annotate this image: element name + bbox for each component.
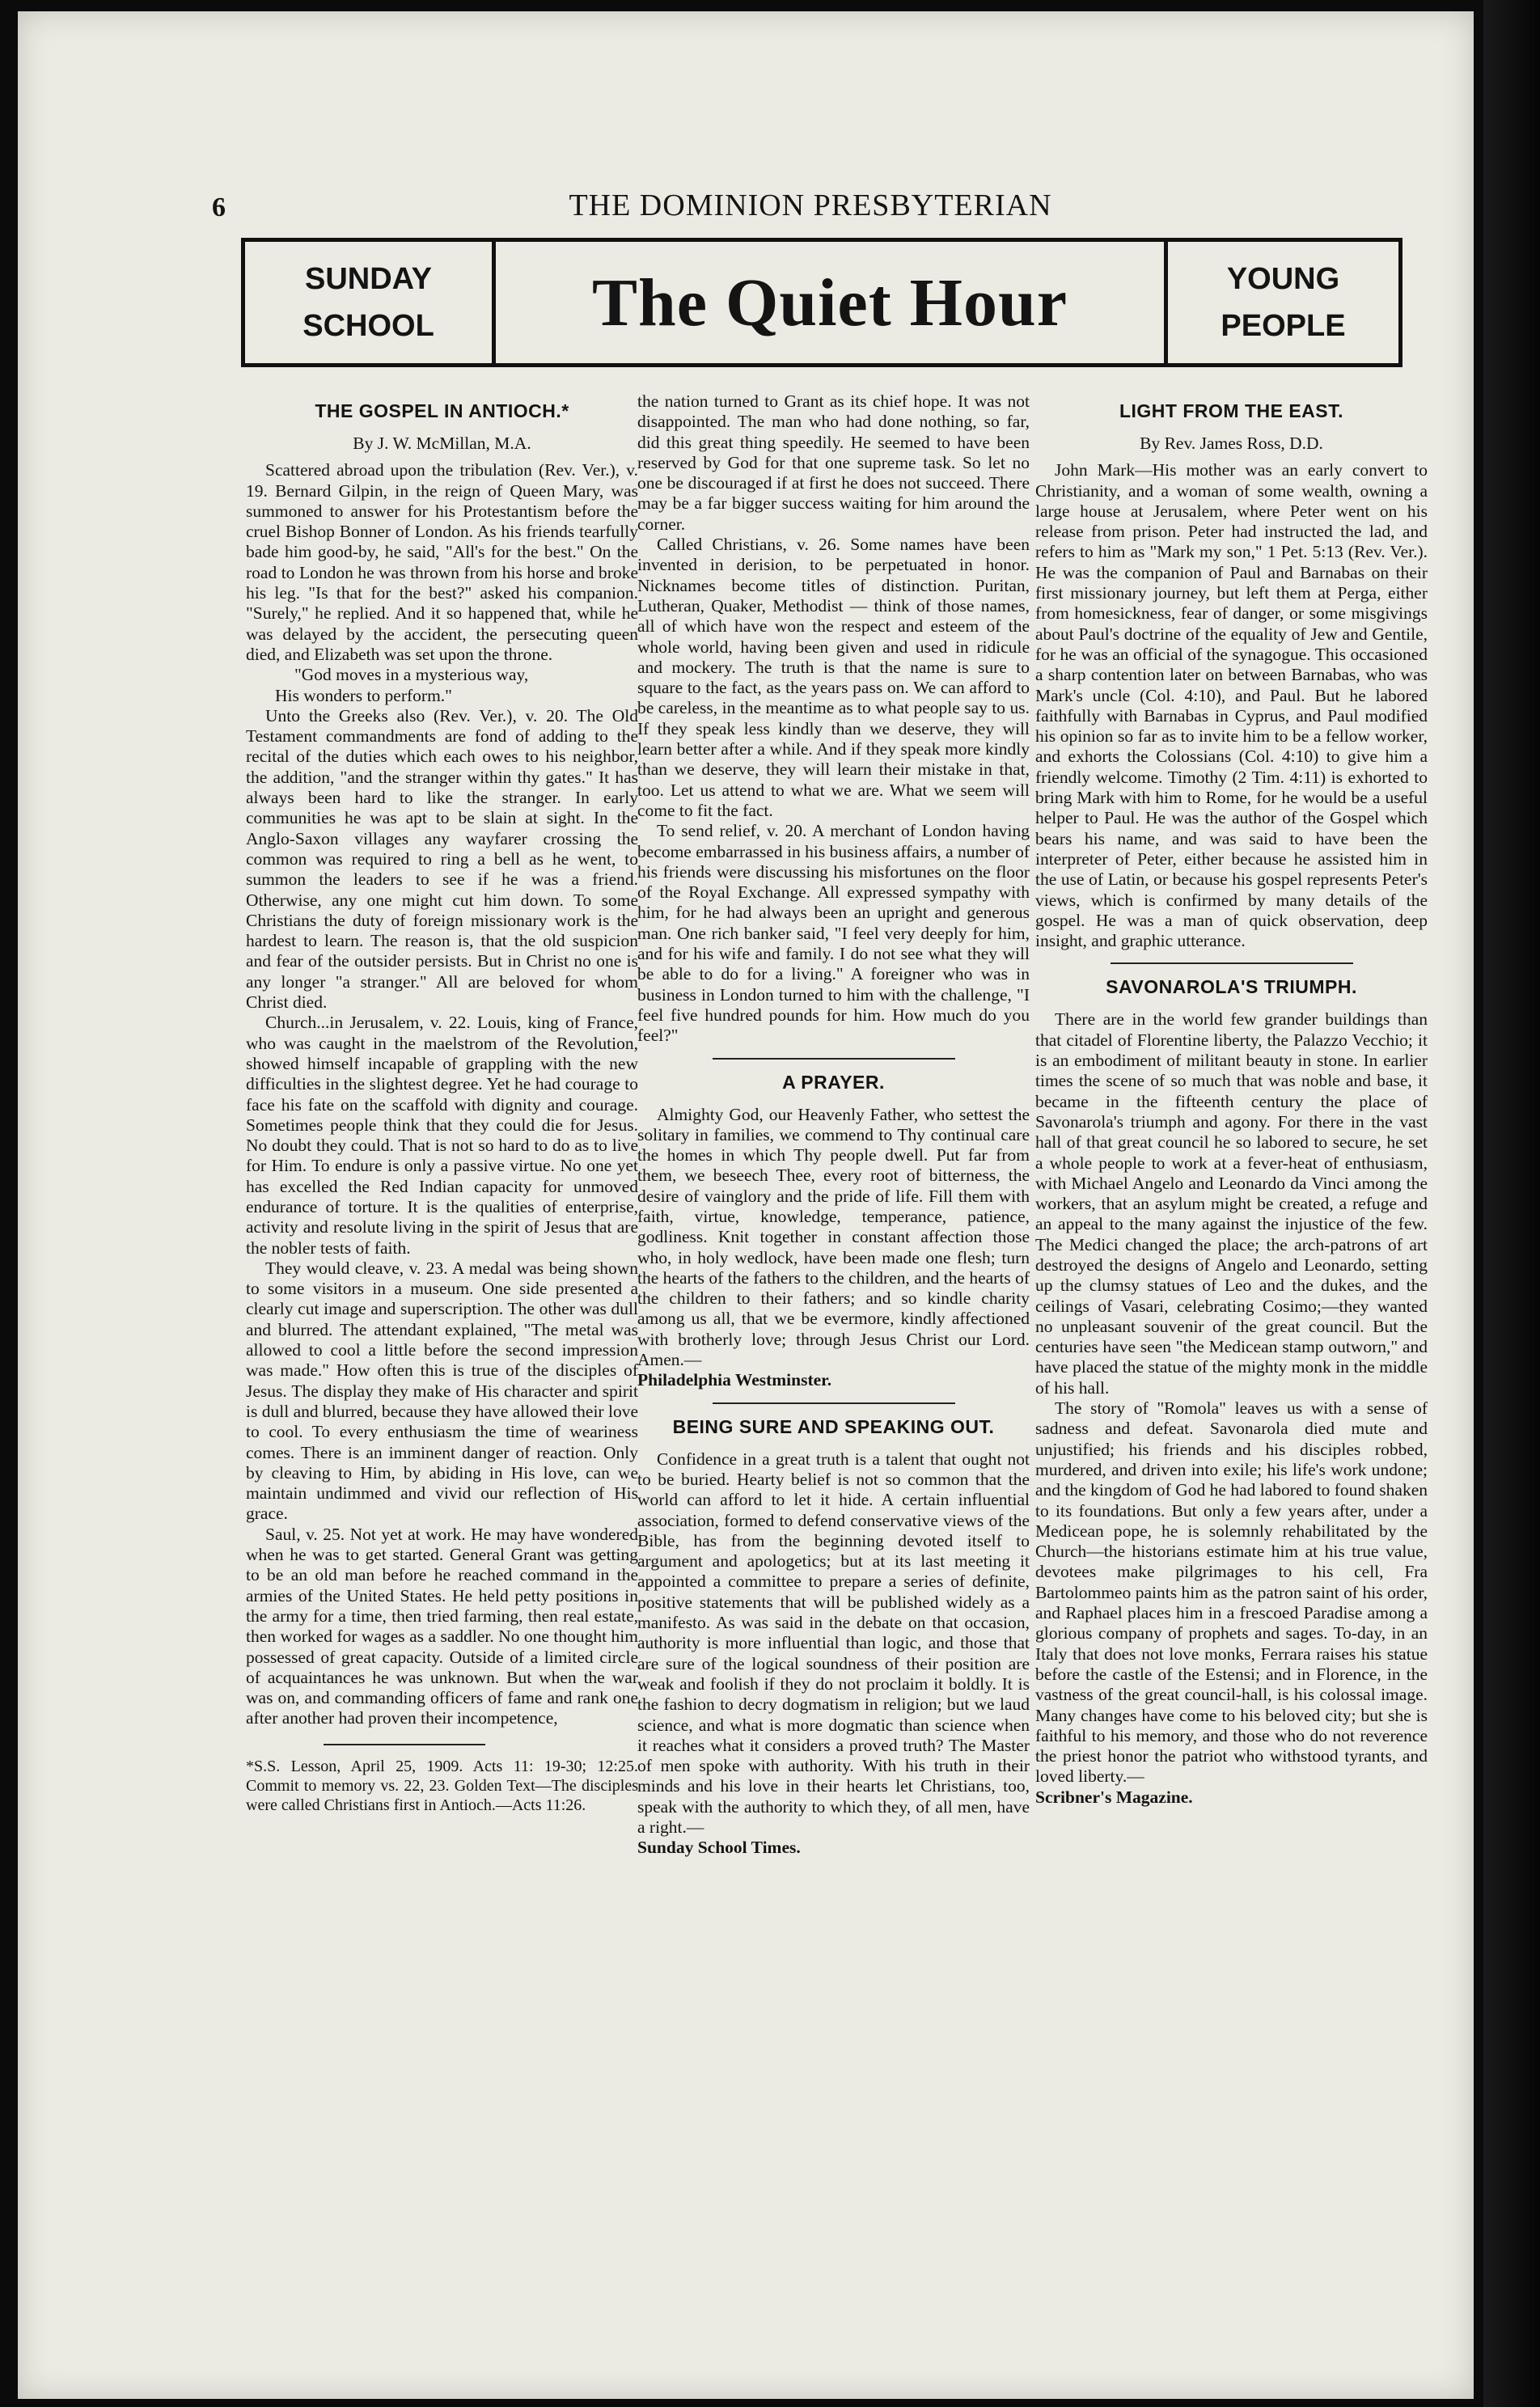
banner-left-line1: SUNDAY: [305, 262, 432, 296]
byline-mcmillan: By J. W. McMillan, M.A.: [353, 434, 531, 453]
page-edge-shadow: [1483, 0, 1540, 2407]
banner-title: The Quiet Hour: [591, 264, 1068, 341]
paragraph: Called Christians, v. 26. Some names have been invented in derision, to be perpetuated in honor. Nicknames become titles of distinction. Puritan, Lutheran, Quaker, Methodist — think of those names, all of which have won the respect and esteem of the whole world, having been given and used in ridicule and mockery. The truth is that the name is sure to square to the fact, as the years pass on. We can afford to be careless, in the meantime as to what people say to us. If they speak less kindly than we deserve, they will learn better after a while. And if they speak more kindly than we deserve, they will learn their mistake in that, too. Let us attend to what we are. What we seem will come to fit the fact.: [637, 535, 1030, 820]
paragraph: Saul, v. 25. Not yet at work. He may have wondered when he was to get started. General Grant was getting to be an old man before he reached command in the armies of the United States. He held petty positions in the army for a time, then tried farming, then real estate, then worked for wages as a saddler. No one thought him possessed of great capacity. Outside of a limited circle of acquaintances he was unknown. But when the war was on, and commanding officers of fame and rank one after another had proven their incompetence,: [246, 1524, 638, 1728]
banner-right-line1: YOUNG: [1226, 262, 1340, 296]
savonarola-source: Scribner's Magazine.: [1035, 1787, 1193, 1807]
column-1: [246, 391, 638, 1815]
paragraph: Church...in Jerusalem, v. 22. Louis, king of France, who was caught in the maelstrom of the Revolution, showed himself incapable of grappling with the new difficulties in the slightest degree. Yet he had courage to face his fate on the scaffold with dignity and courage. Sometimes people think that they could die for Jesus. No doubt they could. That is not so hard to do as to live for Him. To endure is only a passive virtue. No one yet has excelled the Red Indian capacity for unmoved endurance of torture. It is the qualities of enterprise, activity and resolute living in the spirit of Jesus that are the nobler tests of faith.: [246, 1013, 638, 1258]
prayer-source: Philadelphia Westminster.: [637, 1370, 832, 1390]
running-header: [212, 188, 1425, 228]
page-number: 6: [212, 192, 226, 222]
section-rule: [713, 1402, 955, 1404]
article-title-savonarola: SAVONAROLA'S TRIUMPH.: [1106, 976, 1357, 998]
journal-title: THE DOMINION PRESBYTERIAN: [569, 188, 1052, 222]
section-banner: [241, 238, 1402, 367]
paragraph: There are in the world few grander buildings than that citadel of Florentine liberty, the Palazzo Vecchio; it is an embodiment of militant beauty in stone. In earlier times the scene of so much that was noble and base, it became in the fifteenth century the place of Savonarola's triumph and agony. For there in the vast hall of that great council he so labored to secure, he set a whole people to work at a fever-heat of enthusiasm, with Michael Angelo and Leonardo da Vinci among the workers, that an asylum might be created, a refuge and an appeal to the many against the injustice of the few. The Medici changed the place; the arch-patrons of art destroyed the designs of Angelo and Leonardo, setting up the clumsy statues of Leo and the dukes, and the ceilings of Vasari, celebrating Cosimo;—they wanted no unpleasant souvenir of the great council. But the centuries have seen "the Medicean stamp outworn," and have placed the statue of the mighty monk in the middle of his hall.: [1035, 1009, 1428, 1398]
column-3: [1035, 391, 1428, 1808]
article-title-being-sure: BEING SURE AND SPEAKING OUT.: [672, 1415, 995, 1437]
banner-left: [245, 242, 496, 363]
article-title-prayer: A PRAYER.: [782, 1071, 885, 1093]
banner-right-line2: PEOPLE: [1221, 309, 1346, 343]
newspaper-page: [18, 11, 1474, 2399]
paragraph: The story of "Romola" leaves us with a sense of sadness and defeat. Savonarola died mute and unjustified; his friends and his disciples robbed, murdered, and driven into exile; his life's work undone; and the kingdom of God he had labored to found shaken to its foundations. But only a few years after, under a Medicean pope, he is solemnly rehabilitated by the Church—the historians estimate him at his true value, devotees make pilgrimages to his cell, Fra Bartolommeo paints him as the patron saint of his order, and Raphael places him in a frescoed Paradise among a glorious company of prophets and sages. To-day, in an Italy that does not love monks, Ferrara raises his statue before the castle of the Estensi; and in Florence, in the vastness of the great council-hall, is his colossal image. Many changes have come to his beloved city; but she is faithful to his memory, and those who do not reverence the priest honor the patriot who withstood tyrants, and loved liberty.—: [1035, 1398, 1428, 1787]
banner-left-line2: SCHOOL: [302, 309, 434, 343]
paragraph: the nation turned to Grant as its chief hope. It was not disappointed. The man who had done nothing, so far, did this great thing speedily. He seemed to have been reserved by God for that one supreme task. So let no one be discouraged if at first he does not succeed. There may be a far bigger success waiting for him around the corner.: [637, 391, 1030, 534]
verse-line: "God moves in a mysterious way,: [294, 665, 529, 685]
prayer-text: Almighty God, our Heavenly Father, who settest the solitary in families, we commend to Thy continual care the homes in which Thy people dwell. Put far from them, we beseech Thee, every root of bitterness, the desire of vainglory and the pride of life. Fill them with faith, virtue, knowledge, temperance, patience, godliness. Knit together in constant affection those who, in holy wedlock, have been made one flesh; turn the hearts of the fathers to the children, and the hearts of the children to their fathers; and so kindle charity among us all, that we be evermore, kindly affectioned with brotherly love; through Jesus Christ our Lord. Amen.—: [637, 1104, 1030, 1370]
paragraph: To send relief, v. 20. A merchant of London having become embarrassed in his business affairs, a number of his friends were discussing his misfortunes on the floor of the Royal Exchange. All expressed sympathy with him, for he had always been an upright and generous man. One rich banker said, "I feel very deeply for him, and for his wife and family. I do not see what they will be able to do for a living." A foreigner who was in business in London turned to him with the challenge, "I feel five hundred pounds for him. How much do you feel?": [637, 821, 1030, 1046]
being-sure-source: Sunday School Times.: [637, 1838, 801, 1858]
paragraph: They would cleave, v. 23. A medal was being shown to some visitors in a museum. One side presented a clearly cut image and superscription. The other was dull and blurred. The attendant explained, "The metal was allowed to cool a little before the second impression was made." How often this is true of the disciples of Jesus. The display they make of His character and spirit is dull and blurred, because they have allowed their love to cool. To every enthusiasm the time of weariness comes. There is an imminent danger of reaction. Only by cleaving to Him, by abiding in His love, can we maintain undimmed and vivid our reflection of His grace.: [246, 1258, 638, 1524]
footnote-rule: [324, 1744, 485, 1745]
article-title-light-east: LIGHT FROM THE EAST.: [1119, 400, 1344, 421]
column-2: [637, 391, 1030, 1859]
footnote: *S.S. Lesson, April 25, 1909. Acts 11: 19-30; 12:25. Commit to memory vs. 22, 23. Golden Text—The disciples were called Christians first in Antioch.—Acts 11:26.: [246, 1757, 638, 1814]
article-title-gospel: THE GOSPEL IN ANTIOCH.*: [315, 400, 569, 421]
paragraph: John Mark—His mother was an early convert to Christianity, and a woman of some wealth, owning a large house at Jerusalem, where Peter went on his release from prison. Peter had instructed the lad, and refers to him as "Mark my son," 1 Pet. 5:13 (Rev. Ver.). He was the companion of Paul and Barnabas on their first missionary journey, but left them at Perga, either from homesickness, fear of danger, or some misgivings about Paul's doctrine of the equality of Jew and Gentile, for he was an official of the synagogue. This occasioned a sharp contention later on between Barnabas, who was Mark's uncle (Col. 4:10), and Paul. But he labored faithfully with Barnabas in Cyprus, and Paul modified his opinion so far as to invite him to be a fellow worker, and exhorts the Colossians (Col. 4:10) to give him a friendly welcome. Timothy (2 Tim. 4:11) is exhorted to bring Mark with him to Rome, for he would be a useful helper to Paul. He was the author of the Gospel which bears his name, and was said to have been the interpreter of Peter, either because he assisted him in the use of Latin, or because his gospel represents Peter's views, which is confirmed by many details of the gospel. He was a man of quick observation, deep insight, and graphic utterance.: [1035, 460, 1428, 951]
banner-right: [1164, 242, 1398, 363]
section-rule: [1111, 962, 1353, 964]
paragraph: Scattered abroad upon the tribulation (Rev. Ver.), v. 19. Bernard Gilpin, in the reign of Queen Mary, was summoned to answer for his Protestantism before the cruel Bishop Bonner of London. As his friends tearfully bade him good-by, he said, "All's for the best." On the road to London he was thrown from his horse and broke his leg. "Is that for the best?" asked his companion. "Surely," he replied. And it so happened that, while he was delayed by the accident, the persecuting queen died, and Elizabeth was set upon the throne.: [246, 460, 638, 664]
section-rule: [713, 1058, 955, 1060]
verse-line: His wonders to perform.": [275, 685, 452, 705]
byline-ross: By Rev. James Ross, D.D.: [1140, 434, 1323, 453]
paragraph: Confidence in a great truth is a talent that ought not to be buried. Hearty belief is not so common that the world can afford to let it hide. A certain influential association, formed to defend conservative views of the Bible, has from the beginning devoted itself to argument and apologetics; but at its last meeting it appointed a committee to prepare a series of definite, positive statements that will be published widely as a manifesto. As was said in the debate on that occasion, authority is more influential than logic, and those that are sure of the logical soundness of their position are weak and foolish if they do not proclaim it boldly. It is the fashion to decry dogmatism in religion; but we laud science, and what is more dogmatic than science when it reaches what it considers a proved truth? The Master of men spoke with authority. With his truth in their minds and his love in their hearts let Christians, too, speak with the authority to which they, of all men, have a right.—: [637, 1449, 1030, 1837]
paragraph: Unto the Greeks also (Rev. Ver.), v. 20. The Old Testament commandments are fond of adding to the recital of the duties which each owes to his neighbor, the addition, "and the stranger within thy gates." It has always been hard to like the stranger. In early communities he was apt to be slain at sight. In the Anglo-Saxon villages any wayfarer crossing the common was required to ring a bell as he went, to summon the leaders to see if he was a friend. Otherwise, any one might cut him down. To some Christians the duty of foreign missionary work is the hardest to learn. The reason is, that the old suspicion and fear of the outsider persists. But in Christ no one is any longer "a stranger." All are beloved for whom Christ died.: [246, 705, 638, 1013]
